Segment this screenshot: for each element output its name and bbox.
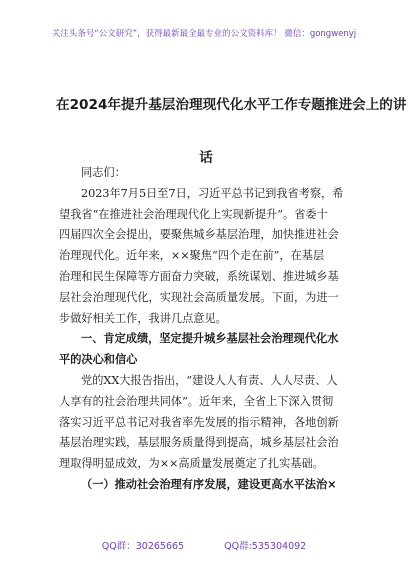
paragraph-1-line: 四届四次全会提出，要聚焦城乡基层治理，加快推进社会 [59,228,339,242]
document-title-line-2: 话 [199,150,213,166]
document-body [59,163,355,496]
paragraph-1-line: 步做好相关工作，我讲几点意见。 [59,311,227,325]
paragraph-2-line: 基层治理实践，基层服务质量得到提高，城乡基层社会治 [59,436,339,450]
paragraph-1-line: 治理和民生保障等方面奋力突破，系统谋划、推进城乡基 [59,269,339,283]
footer-qq-group-1: QQ群：30265665 [101,541,185,552]
paragraph-1-line: 望我省“在推进社会治理现代化上实现新提升”。省委十 [59,207,328,221]
paragraph-1-line: 层社会治理现代化，实现社会高质量发展。下面，为进一 [59,290,339,304]
document-title-line-1: 在2024年提升基层治理现代化水平工作专题推进会上的讲 [56,97,407,113]
paragraph-2-line: 理取得明显成效，为××高质量发展奠定了扎实基础。 [59,457,324,471]
top-banner: 关注头条号“公文研究”，获得最新最全最专业的公文资料库！ 微信：gongwenyj [51,29,357,39]
paragraph-1-line: 治理现代化。近年来，××聚焦“四个走在前”，在基层 [59,249,325,263]
paragraph-2-line: 人享有的社会治理共同体”。近年来，全省上下深入贯彻 [59,394,334,408]
paragraph-2-line: 党的XX大报告指出，“建设人人有责、人人尽责、人 [81,373,338,387]
section-heading-1-line: 平的决心和信心 [59,353,138,367]
sub-heading-1: （一）推动社会治理有序发展，建设更高水平法治× [81,477,337,491]
section-heading-1-line: 一、肯定成绩，坚定提升城乡基层社会治理现代化水 [81,332,339,346]
footer-contact [0,538,408,552]
paragraph-2-line: 落实习近平总书记对我省率先发展的指示精神，各地创新 [59,415,339,429]
paragraph-1-line: 2023年7月5日至7日，习近平总书记到我省考察，希 [81,186,344,200]
footer-qq-group-2: QQ群:535304092 [224,541,307,552]
salutation: 同志们： [81,166,126,179]
